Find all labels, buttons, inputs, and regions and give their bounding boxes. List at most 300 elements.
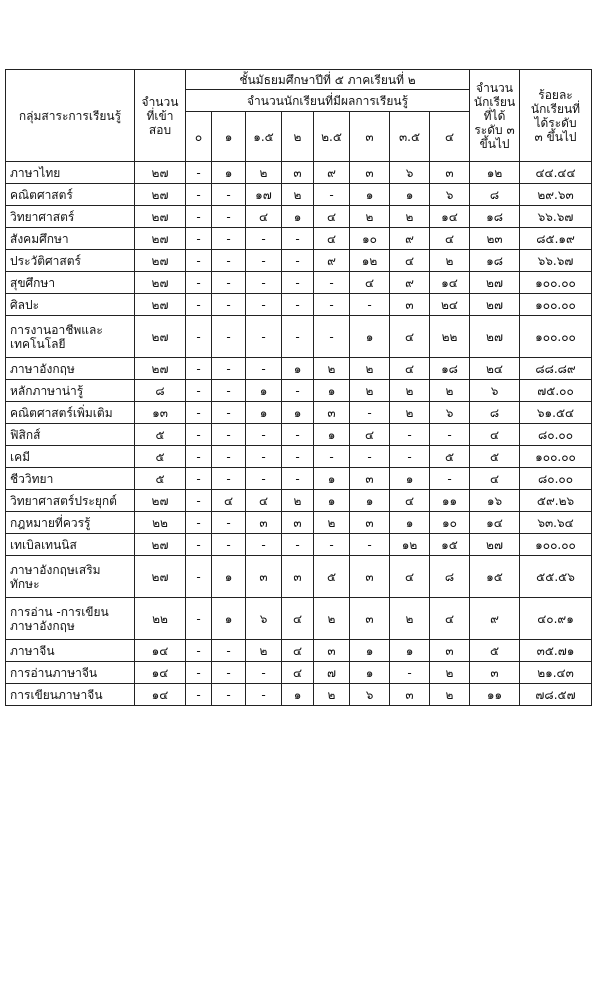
table-row [6, 206, 592, 228]
grade-count-cell: - [246, 534, 282, 556]
grade-count-cell: - [246, 250, 282, 272]
grade-count-cell: ๑ [390, 468, 430, 490]
grade-count-cell: - [350, 446, 390, 468]
grade-count-cell: ๓ [430, 640, 470, 662]
percent-cell: ๑๐๐.๐๐ [520, 316, 592, 358]
percent-header-line: ได้ระดับ [534, 115, 577, 130]
percent-cell: ๕๙.๒๖ [520, 490, 592, 512]
grade-count-cell: - [186, 534, 212, 556]
grade-count-cell: ๑ [212, 598, 246, 640]
grade-count-cell: ๖ [390, 162, 430, 184]
grade-count-cell: - [186, 184, 212, 206]
grade-count-cell: ๒ [282, 184, 314, 206]
grade-count-cell: ๒ [246, 640, 282, 662]
count-cell: ๒๗ [135, 358, 186, 380]
subject-cell [6, 250, 135, 272]
subject-cell [6, 598, 135, 640]
grade-count-cell: ๒ [314, 358, 350, 380]
grade-count-cell: ๔ [212, 490, 246, 512]
grade-count-cell: ๑ [246, 380, 282, 402]
subject-name-line: ทักษะ [10, 576, 40, 591]
grade-count-cell: - [212, 228, 246, 250]
grade-count-cell: - [350, 534, 390, 556]
grade-count-cell: ๗ [314, 662, 350, 684]
table-row [6, 662, 592, 684]
grade-count-cell: ๔ [430, 228, 470, 250]
grade-count-cell: - [212, 380, 246, 402]
count-cell: ๒๗ [135, 316, 186, 358]
passed-count-cell: ๒๗ [470, 316, 520, 358]
percent-cell: ๑๐๐.๐๐ [520, 534, 592, 556]
count-cell: ๑๔ [135, 662, 186, 684]
grade-count-cell: - [314, 534, 350, 556]
count-cell: ๒๗ [135, 206, 186, 228]
grade-count-cell: - [186, 446, 212, 468]
grade-count-cell: ๒ [314, 598, 350, 640]
grade-count-cell: ๑ [282, 684, 314, 706]
grade-count-cell: ๒ [282, 490, 314, 512]
subject-cell [6, 228, 135, 250]
table-row [6, 446, 592, 468]
grade-count-cell: ๔ [390, 556, 430, 598]
grade-count-cell: ๑ [314, 424, 350, 446]
table-row [6, 534, 592, 556]
subject-cell [6, 358, 135, 380]
subject-name-line: วิทยาศาสตร์ประยุกต์ [10, 493, 117, 508]
grade-count-cell: ๑๔ [430, 206, 470, 228]
grade-counts-header: จำนวนนักเรียนที่มีผลการเรียนรู้ [186, 90, 470, 112]
grade-count-cell: ๔ [390, 316, 430, 358]
score-level-header: ๑.๕ [246, 112, 282, 162]
grade-count-cell: - [282, 250, 314, 272]
grade-count-cell: - [282, 272, 314, 294]
count-cell: ๒๗ [135, 272, 186, 294]
grade-count-cell: ๓ [390, 294, 430, 316]
grade-count-cell: ๑ [390, 640, 430, 662]
percent-cell: ๖๓.๖๔ [520, 512, 592, 534]
passed-header-line: ขึ้นไป [479, 136, 510, 151]
subject-name-line: การงานอาชีพและ [10, 322, 103, 337]
subject-name-line: เคมี [10, 449, 31, 464]
count-header-line: สอบ [148, 122, 172, 137]
subject-cell [6, 640, 135, 662]
grade-count-cell: ๑ [390, 184, 430, 206]
grade-count-cell: - [212, 640, 246, 662]
grade-count-cell: ๒๒ [430, 316, 470, 358]
count-cell: ๑๔ [135, 640, 186, 662]
percent-header-line: ๓ ขึ้นไป [534, 129, 577, 144]
grade-count-cell: - [186, 162, 212, 184]
grade-count-cell: - [246, 446, 282, 468]
grade-count-cell: ๑ [282, 206, 314, 228]
subject-cell [6, 424, 135, 446]
grade-count-cell: ๒ [314, 512, 350, 534]
grade-count-cell: - [212, 534, 246, 556]
grade-count-cell: ๓ [246, 512, 282, 534]
subject-name-line: ภาษาอังกฤษ [10, 618, 75, 633]
count-cell: ๒๗ [135, 250, 186, 272]
grade-count-cell: - [186, 402, 212, 424]
grade-count-cell: ๔ [282, 598, 314, 640]
grade-count-cell: ๔ [430, 598, 470, 640]
count-cell: ๒๗ [135, 556, 186, 598]
grade-count-cell: ๔ [390, 358, 430, 380]
grade-count-cell: ๑ [282, 402, 314, 424]
grade-count-cell: - [246, 468, 282, 490]
percent-cell: ๕๕.๕๖ [520, 556, 592, 598]
count-cell: ๒๒ [135, 598, 186, 640]
score-level-header: ๒.๕ [314, 112, 350, 162]
grade-count-cell: - [212, 446, 246, 468]
grade-count-cell: - [282, 468, 314, 490]
grade-count-cell: ๒ [350, 380, 390, 402]
grade-count-cell: - [314, 294, 350, 316]
grade-count-cell: - [350, 294, 390, 316]
grade-count-cell: ๑ [212, 162, 246, 184]
grade-count-cell: ๒ [350, 206, 390, 228]
grade-count-cell: - [212, 358, 246, 380]
grade-count-cell: ๔ [390, 490, 430, 512]
grade-count-cell: ๓ [314, 640, 350, 662]
count-cell: ๑๓ [135, 402, 186, 424]
subject-cell [6, 684, 135, 706]
grade-count-cell: - [212, 684, 246, 706]
subject-cell [6, 162, 135, 184]
subject-name-line: ศิลปะ [10, 297, 40, 312]
passed-count-cell: ๑๘ [470, 250, 520, 272]
grade-count-cell: - [430, 424, 470, 446]
subject-cell [6, 184, 135, 206]
grade-count-cell: ๑๒ [390, 534, 430, 556]
passed-count-cell: ๒๗ [470, 534, 520, 556]
percent-cell: ๖๑.๕๔ [520, 402, 592, 424]
percent-cell: ๔๐.๙๑ [520, 598, 592, 640]
passed-count-cell: ๑๔ [470, 512, 520, 534]
grade-count-cell: ๓ [350, 162, 390, 184]
grade-count-cell: - [282, 228, 314, 250]
table-row [6, 640, 592, 662]
percent-cell: ๖๖.๖๗ [520, 250, 592, 272]
grade-count-cell: - [430, 468, 470, 490]
percent-cell: ๒๙.๖๓ [520, 184, 592, 206]
count-cell: ๒๗ [135, 228, 186, 250]
grade-count-cell: ๓ [350, 468, 390, 490]
passed-count-cell: ๒๔ [470, 358, 520, 380]
table-row [6, 512, 592, 534]
grade-count-cell: ๑ [314, 468, 350, 490]
count-cell: ๒๗ [135, 184, 186, 206]
grade-count-cell: - [186, 468, 212, 490]
score-level-header: ๓.๕ [390, 112, 430, 162]
subject-name-line: การอ่าน -การเขียน [10, 604, 109, 619]
subject-cell [6, 490, 135, 512]
grade-count-cell: ๓ [282, 556, 314, 598]
percent-cell: ๑๐๐.๐๐ [520, 446, 592, 468]
grade-count-cell: - [282, 446, 314, 468]
grade-count-cell: - [186, 294, 212, 316]
grade-count-cell: ๑ [246, 402, 282, 424]
score-level-header: ๔ [430, 112, 470, 162]
grade-count-cell: ๘ [430, 556, 470, 598]
grade-count-cell: - [186, 490, 212, 512]
score-level-header: ๒ [282, 112, 314, 162]
grade-count-cell: - [246, 228, 282, 250]
grade-count-cell: ๑๔ [430, 272, 470, 294]
grade-count-cell: ๖ [430, 184, 470, 206]
subject-name-line: สังคมศึกษา [10, 231, 69, 246]
grade-count-cell: - [186, 662, 212, 684]
subject-cell [6, 556, 135, 598]
grade-count-cell: - [314, 184, 350, 206]
grade-count-cell: ๒ [430, 662, 470, 684]
grade-count-cell: - [282, 424, 314, 446]
count-cell: ๑๔ [135, 684, 186, 706]
table-row [6, 424, 592, 446]
percent-cell: ๑๐๐.๐๐ [520, 294, 592, 316]
grade-count-cell: ๑๐ [430, 512, 470, 534]
grade-count-cell: - [390, 424, 430, 446]
grade-count-cell: ๒ [430, 380, 470, 402]
grade-count-cell: ๖ [350, 684, 390, 706]
percent-cell: ๔๔.๔๔ [520, 162, 592, 184]
grade-count-cell: - [186, 556, 212, 598]
percent-header [520, 70, 592, 162]
grade-count-cell: ๓ [282, 512, 314, 534]
percent-cell: ๗๕.๐๐ [520, 380, 592, 402]
passed-count-cell: ๘ [470, 402, 520, 424]
subject-cell [6, 534, 135, 556]
subject-name-line: คณิตศาสตร์เพิ่มเติม [10, 405, 113, 420]
percent-cell: ๓๕.๗๑ [520, 640, 592, 662]
grade-count-cell: ๕ [430, 446, 470, 468]
subject-cell [6, 316, 135, 358]
grade-count-cell: ๒ [390, 598, 430, 640]
passed-count-cell: ๘ [470, 184, 520, 206]
subject-name-line: ภาษาอังกฤษเสริม [10, 562, 101, 577]
passed-count-cell: ๒๗ [470, 272, 520, 294]
subject-cell [6, 294, 135, 316]
grade-count-cell: ๕ [314, 556, 350, 598]
count-cell: ๒๒ [135, 512, 186, 534]
grade-count-cell: - [246, 272, 282, 294]
count-cell: ๒๗ [135, 294, 186, 316]
count-cell: ๕ [135, 446, 186, 468]
grade-count-cell: ๓ [314, 402, 350, 424]
grade-count-cell: ๑๕ [430, 534, 470, 556]
grade-count-cell: ๓ [350, 556, 390, 598]
grade-count-cell: ๓ [430, 162, 470, 184]
table-row [6, 162, 592, 184]
subject-name-line: หลักภาษาน่ารู้ [10, 383, 84, 398]
passed-count-cell: ๓ [470, 662, 520, 684]
level-term-header: ชั้นมัธยมศึกษาปีที่ ๕ ภาคเรียนที่ ๒ [186, 70, 470, 90]
grade-count-cell: ๒ [246, 162, 282, 184]
grade-count-cell: ๓ [282, 162, 314, 184]
count-cell: ๒๗ [135, 162, 186, 184]
grade-count-cell: ๒ [430, 250, 470, 272]
grade-count-cell: - [246, 684, 282, 706]
grade-count-cell: - [212, 206, 246, 228]
passed-count-cell: ๑๘ [470, 206, 520, 228]
grade-count-cell: ๔ [282, 640, 314, 662]
subject-name-line: การเขียนภาษาจีน [10, 687, 103, 702]
passed-header-line: ระดับ ๓ [474, 122, 515, 137]
subject-name-line: ฟิสิกส์ [10, 427, 41, 442]
grade-count-cell: - [186, 358, 212, 380]
grade-count-cell: - [212, 512, 246, 534]
grade-count-cell: ๑๐ [350, 228, 390, 250]
grade-count-cell: - [186, 424, 212, 446]
grade-count-cell: ๑ [350, 662, 390, 684]
table-row [6, 228, 592, 250]
grade-count-cell: - [246, 316, 282, 358]
count-cell: ๕ [135, 468, 186, 490]
passed-count-cell: ๙ [470, 598, 520, 640]
table-row [6, 490, 592, 512]
count-header-line: ที่เข้า [146, 108, 174, 123]
grade-count-cell: - [212, 272, 246, 294]
grade-count-cell: ๙ [314, 250, 350, 272]
grade-count-cell: - [282, 316, 314, 358]
grade-count-cell: - [186, 316, 212, 358]
grade-count-cell: ๔ [350, 424, 390, 446]
table-row [6, 272, 592, 294]
grade-count-cell: - [390, 446, 430, 468]
count-cell: ๕ [135, 424, 186, 446]
subject-name-line: คณิตศาสตร์ [10, 187, 73, 202]
passed-count-cell: ๑๕ [470, 556, 520, 598]
subject-cell [6, 402, 135, 424]
grade-count-cell: ๔ [282, 662, 314, 684]
percent-cell: ๑๐๐.๐๐ [520, 272, 592, 294]
grade-count-cell: ๔ [246, 206, 282, 228]
subject-cell [6, 662, 135, 684]
passed-count-cell: ๒๗ [470, 294, 520, 316]
subject-name-line: ภาษาไทย [10, 165, 61, 180]
percent-cell: ๘๕.๑๙ [520, 228, 592, 250]
subject-cell [6, 446, 135, 468]
score-level-header: ๐ [186, 112, 212, 162]
grade-count-cell: ๙ [390, 228, 430, 250]
percent-cell: ๗๘.๕๗ [520, 684, 592, 706]
table-row [6, 402, 592, 424]
subject-name-line: กฎหมายที่ควรรู้ [10, 515, 91, 530]
subject-name-line: การอ่านภาษาจีน [10, 665, 98, 680]
grade-count-cell: - [212, 468, 246, 490]
grade-count-cell: ๑ [314, 490, 350, 512]
count-cell: ๘ [135, 380, 186, 402]
grade-count-cell: - [186, 512, 212, 534]
grade-count-cell: ๒๔ [430, 294, 470, 316]
grade-count-cell: ๙ [314, 162, 350, 184]
table-row [6, 316, 592, 358]
grade-count-cell: - [186, 684, 212, 706]
subject-name-line: สุขศึกษา [10, 275, 56, 290]
grade-count-cell: - [212, 294, 246, 316]
subject-cell [6, 380, 135, 402]
passed-count-cell: ๖ [470, 380, 520, 402]
grade-count-cell: - [314, 446, 350, 468]
grade-count-cell: ๒ [314, 684, 350, 706]
grade-count-cell: - [212, 402, 246, 424]
grade-count-cell: ๑ [314, 380, 350, 402]
table-row [6, 380, 592, 402]
grade-count-cell: ๒ [430, 684, 470, 706]
grade-count-cell: ๑๗ [246, 184, 282, 206]
subject-name-line: วิทยาศาสตร์ [10, 209, 75, 224]
passed-count-cell: ๒๓ [470, 228, 520, 250]
grade-count-cell: ๑ [390, 512, 430, 534]
grade-count-cell: - [186, 598, 212, 640]
grade-count-cell: ๔ [390, 250, 430, 272]
grade-count-cell: ๔ [314, 206, 350, 228]
grade-count-cell: - [212, 184, 246, 206]
subject-name-line: ภาษาอังกฤษ [10, 361, 75, 376]
grade-count-cell: ๓ [246, 556, 282, 598]
grade-count-cell: ๖ [430, 402, 470, 424]
grade-count-cell: - [282, 534, 314, 556]
passed-header-line: จำนวน [476, 80, 513, 95]
passed-count-cell: ๔ [470, 424, 520, 446]
percent-header-line: ร้อยละ [538, 87, 573, 102]
grade-count-cell: - [246, 294, 282, 316]
grade-count-cell: ๙ [390, 272, 430, 294]
table-row [6, 598, 592, 640]
table-row [6, 358, 592, 380]
grade-count-cell: ๓ [350, 512, 390, 534]
grade-count-cell: - [212, 424, 246, 446]
subject-cell [6, 512, 135, 534]
passed-count-cell: ๕ [470, 640, 520, 662]
grade-count-cell: - [186, 380, 212, 402]
passed-count-cell: ๑๑ [470, 684, 520, 706]
percent-header-line: นักเรียนที่ [530, 101, 581, 116]
grade-count-cell: ๑ [350, 184, 390, 206]
passed-count-cell: ๕ [470, 446, 520, 468]
grade-count-cell: - [186, 206, 212, 228]
subject-name-line: ประวัติศาสตร์ [10, 253, 81, 268]
grade-count-cell: - [246, 662, 282, 684]
passed-count-cell: ๑๖ [470, 490, 520, 512]
passed-count-header [470, 70, 520, 162]
grade-count-cell: ๑๘ [430, 358, 470, 380]
grade-count-cell: - [282, 294, 314, 316]
subject-cell [6, 468, 135, 490]
passed-header-line: ที่ได้ [483, 108, 506, 123]
grade-count-cell: - [282, 380, 314, 402]
subject-name-line: เทคโนโลยี [10, 336, 66, 351]
subject-cell [6, 206, 135, 228]
passed-count-cell: ๑๒ [470, 162, 520, 184]
grade-count-cell: ๔ [246, 490, 282, 512]
grade-count-cell: - [246, 424, 282, 446]
grade-count-cell: ๔ [350, 272, 390, 294]
grade-count-cell: - [212, 250, 246, 272]
grade-count-cell: ๔ [314, 228, 350, 250]
table-row [6, 294, 592, 316]
table-row [6, 468, 592, 490]
table-row [6, 184, 592, 206]
grade-count-cell: - [186, 250, 212, 272]
grade-count-cell: - [186, 272, 212, 294]
score-level-header: ๓ [350, 112, 390, 162]
grade-count-cell: ๑๑ [430, 490, 470, 512]
passed-header-line: นักเรียน [473, 94, 516, 109]
grade-count-cell: - [314, 272, 350, 294]
grade-count-cell: - [186, 640, 212, 662]
grade-count-cell: - [186, 228, 212, 250]
grade-count-cell: ๑ [350, 640, 390, 662]
